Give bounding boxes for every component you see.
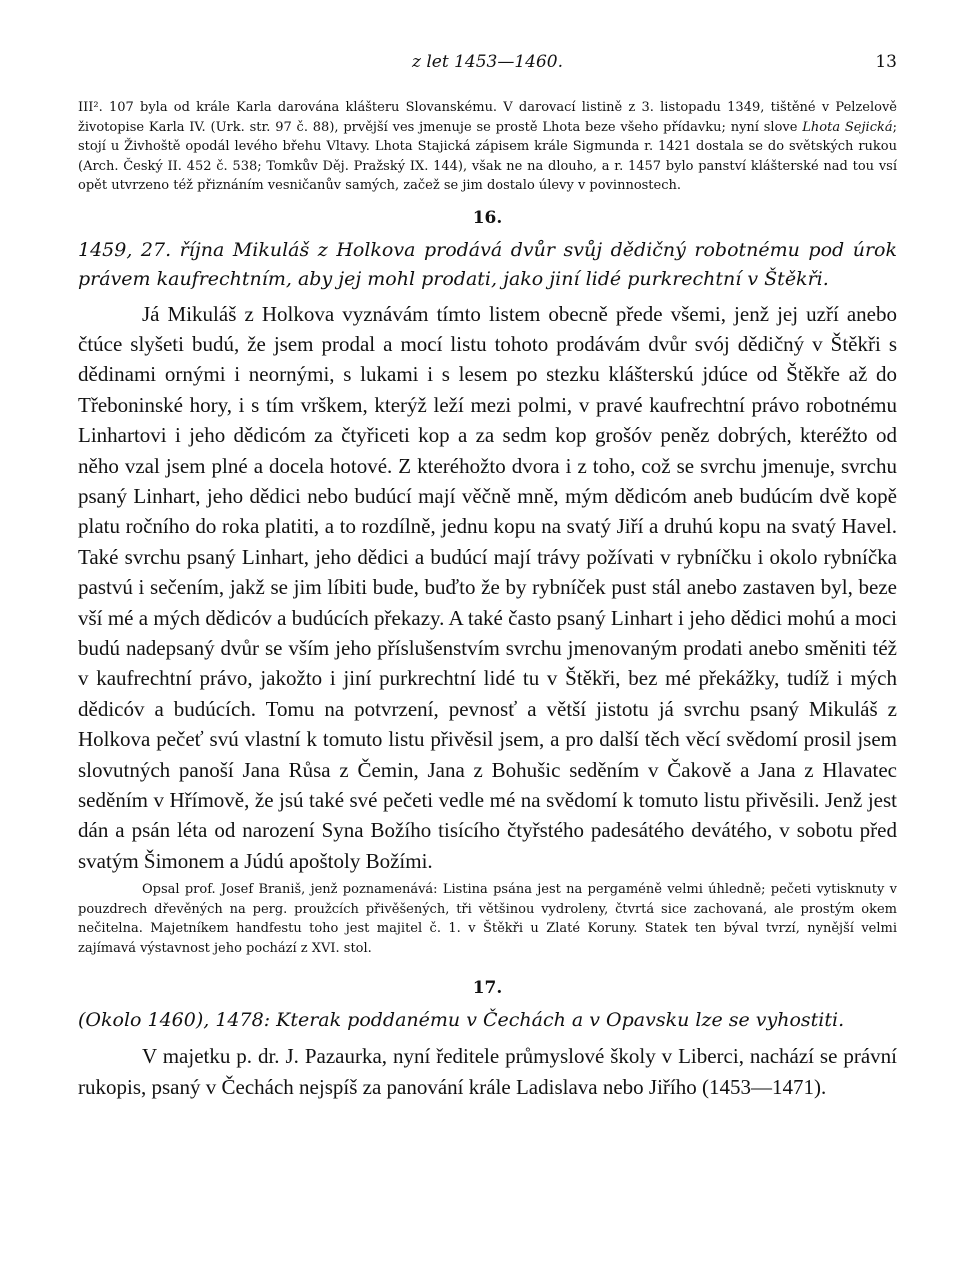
footnote-text-part-2: ; stojí u Živhoště opodál levého břehu Vltavy. Lhota Stajická zápisem krále Sigmunda r. 1421 dostala se do světských rukou (Arch. Český II. 452 č. 538; Tomkův Děj. Pražský IX. 144), však ne na dlouho, a r. 1457 bylo panství klášterské nad tou vsí opět utvrzeno též přiznáním vesničanův samých, začež se jim dostalo úlevy v povinnostech. xyxy=(78,119,897,193)
document-title-16: 1459, 27. října Mikuláš z Holkova prodává dvůr svůj dědičný robotnému pod úrok právem kaufrechtním, aby jej mohl prodati, jako jiní lidé purkrechtní v Štěkři. xyxy=(78,238,897,290)
document-body-16 xyxy=(78,299,897,877)
intro-paragraph-17: V majetku p. dr. J. Pazaurka, nyní ředitele průmyslové školy v Liberci, nachází se právní rukopis, psaný v Čechách nejspíš za panování krále Ladislava nebo Jiřího (1453—1471). xyxy=(78,1044,897,1099)
footnote-continuation xyxy=(78,98,897,196)
archival-note-16: Opsal prof. Josef Braniš, jenž poznamenává: Listina psána jest na pergaméně velmi úhledně; pečeti vytisknuty v pouzdrech dřevěných na perg. proužcích přivěšených, tři většinou vydroleny, čtvrtá sice zachovaná, ale prostým okem nečitelna. Majetníkem handfestu toho jest majitel č. 1. v Štěkři u Zlaté Koruny. Statek ten býval tvrzí, nynější velmi zajímavá výstavnost jeho pochází z XVI. stol. xyxy=(78,882,897,956)
document-number-17: 17. xyxy=(472,978,503,999)
footnote-text-part-1: III². 107 byla od krále Karla darována klášteru Slovanskému. V darovací listině z 3. listopadu 1349, tištěné v Pelzelově životopise Karla IV. (Urk. str. 97 č. 88), prvější ves jmenuje se prostě Lhota beze všeho přídavku; nyní slove xyxy=(78,100,897,135)
page-number: 13 xyxy=(875,52,897,72)
page xyxy=(78,52,897,1102)
running-title: z let 1453—1460. xyxy=(411,52,564,72)
document-body-17 xyxy=(78,1041,897,1102)
document-title-17: (Okolo 1460), 1478: Kterak poddanému v Čechách a v Opavsku lze se vyhostiti. xyxy=(78,1009,845,1032)
charter-text: Já Mikuláš z Holkova vyznávám tímto listem obecně přede všemi, jenž jej uzří anebo čtúce slyšeti budú, že jsem prodal a mocí listu tohoto prodávám dvůr svój dědičný v Štěkři s dědinami ornými i neornými, s lukami i s lesem po stezku klášterskú jdúce od Štěkře až do Třeboninské hory, i s tím vrškem, kterýž leží mezi polmi, v pravé kaufrechtní právo robotnému Linhartovi i jeho dědicóm za čtyřiceti kop a za sedm kop grošóv peněz dobrých, kteréžto od něho vzal jsem plné a docela hotové. Z kteréhožto dvora i z toho, což se svrchu jmenuje, svrchu psaný Linhart, jeho dědici nebo budúcí mají věčně mně, mým dědicóm aneb budúcím dvě kopě platu ročního do roka platiti, a to rozdílně, jednu kopu na svatý Jiří a druhú kopu na svatý Havel. Také svrchu psaný Linhart, jeho dědici a budúcí mají trávy požívati v rybníčku i okolo rybníčka pastvú i sečením, jakž se jim líbiti bude, buďto že by rybníček pust stál anebo zastaven byl, beze vší mé a mých dědicóv a budúcích překazy. A také často psaný Linhart i jeho dědici mohú a moci budú nadepsaný dvůr se vším jeho příslušenstvím svrchu jmenovaným prodati anebo směniti též v kaufrechtní právo, jakožto i jiní purkrechtní lidé tu v Štěkři, bez mé překážky, tudíž i mých dědicóv a budúcích. Tomu na potvrzení, pevnosť a větší jistotu já svrchu psaný Mikuláš z Holkova pečeť svú vlastní k tomuto listu přivěsil jsem, a pro další těch věcí svědomí prosil jsem slovutných panoší Jana Růsa z Čemin, Jana z Bohušic seděním v Čakově a Jana z Hlavatec seděním v Hřímově, že jsú také své pečeti vedle mé na svědomí k tomuto listu přivěsili. Jenž jest dán a psán léta od narození Syna Božího tisícího čtyřstého padesátého devátého, v sobotu před svatým Šimonem a Júdú apoštoly Božími. xyxy=(78,301,897,873)
footnote-village-name: Lhota Sejická xyxy=(802,119,893,135)
running-header xyxy=(78,52,897,78)
document-number-16: 16. xyxy=(472,207,503,228)
